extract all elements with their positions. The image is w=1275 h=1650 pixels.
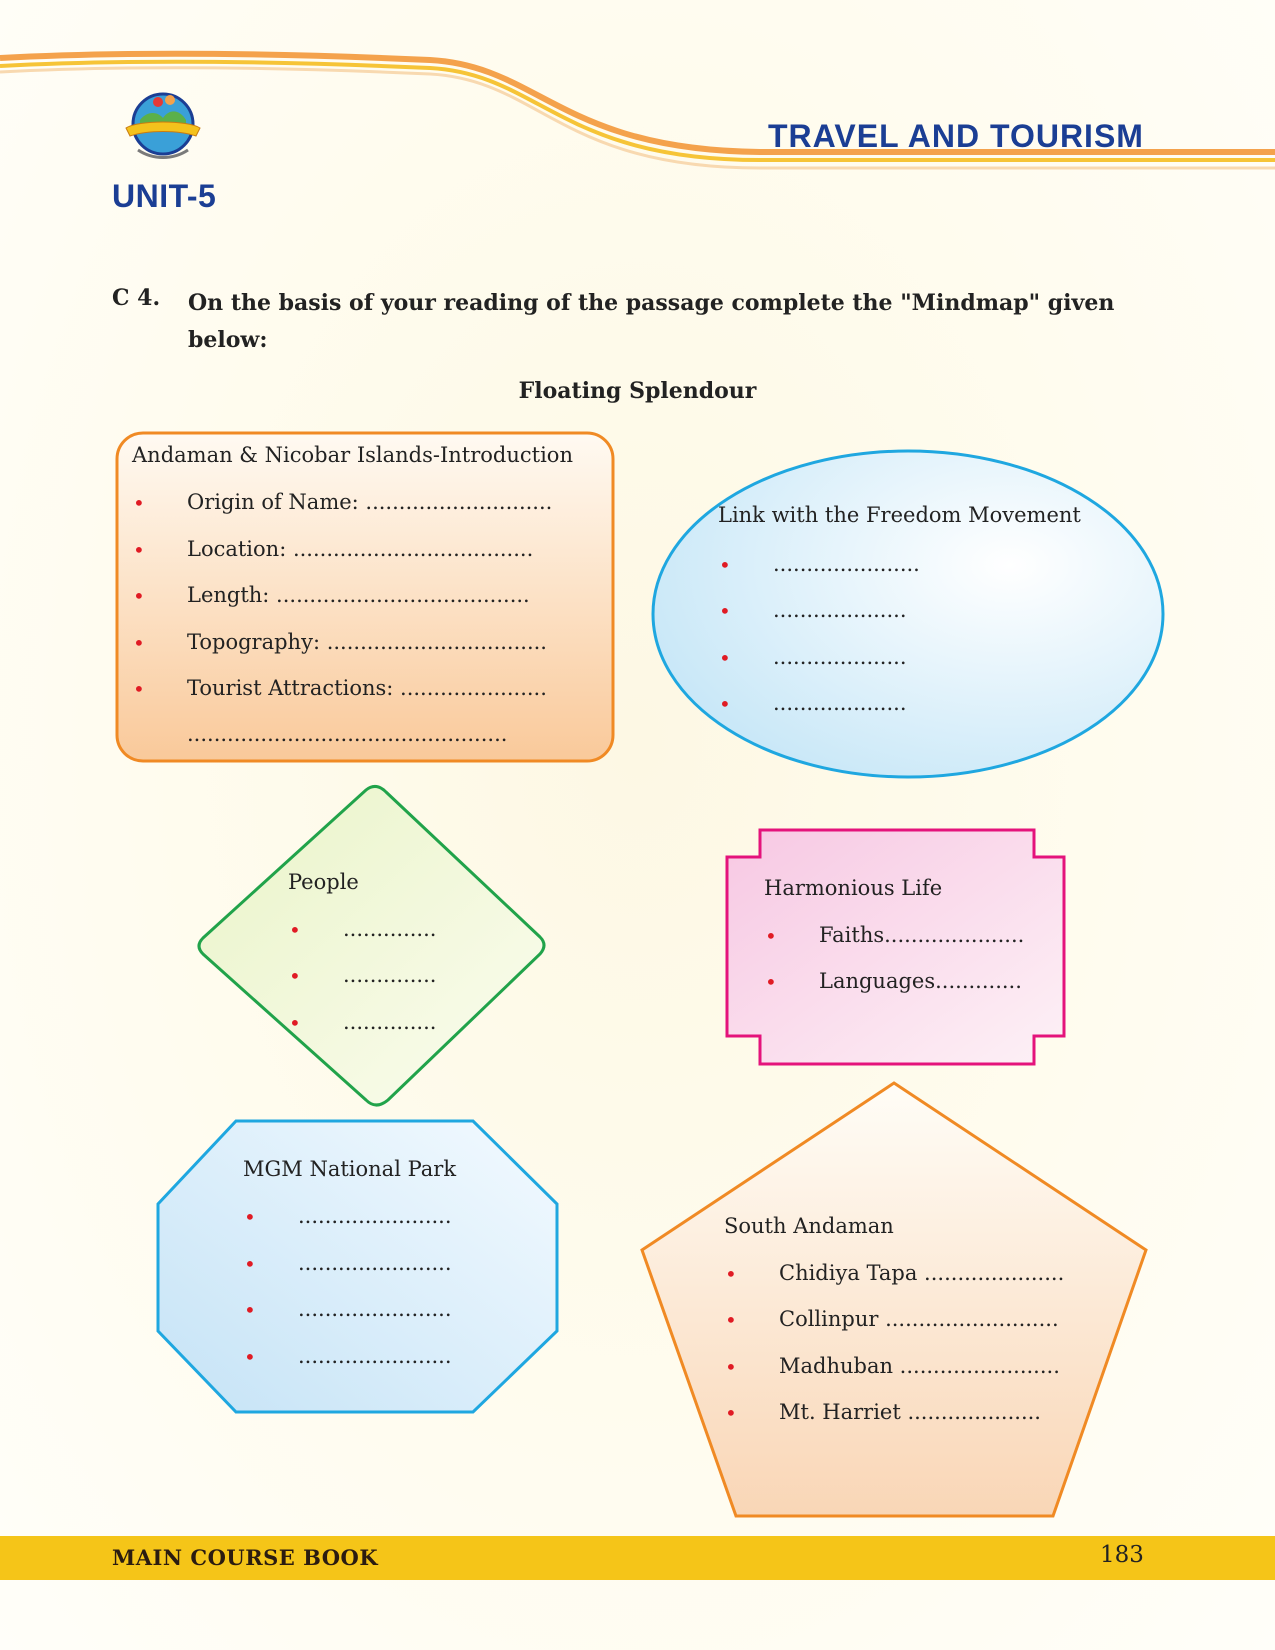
south-andaman-pentagon bbox=[642, 1083, 1146, 1516]
freedom-item: ...................... bbox=[773, 552, 920, 576]
bullet-icon: • bbox=[725, 1308, 737, 1332]
south-andaman-item-madhuban: Madhuban ........................ bbox=[779, 1354, 1060, 1378]
national-park-item: ....................... bbox=[298, 1297, 452, 1321]
south-andaman-heading: South Andaman bbox=[724, 1214, 894, 1238]
mindmap-title: Floating Splendour bbox=[518, 378, 757, 404]
bullet-icon: • bbox=[289, 964, 301, 988]
bullet-icon: • bbox=[289, 1011, 301, 1035]
page-number: 183 bbox=[1100, 1542, 1144, 1568]
bullet-icon: • bbox=[725, 1355, 737, 1379]
bullet-icon: • bbox=[133, 677, 145, 701]
intro-item-origin: Origin of Name: ............................ bbox=[187, 490, 553, 514]
people-item: .............. bbox=[343, 917, 437, 941]
national-park-item: ....................... bbox=[298, 1344, 452, 1368]
bullet-icon: • bbox=[244, 1205, 256, 1229]
introduction-heading: Andaman & Nicobar Islands-Introduction bbox=[132, 443, 573, 467]
unit-label: UNIT-5 bbox=[112, 178, 217, 214]
question-number: C 4. bbox=[112, 285, 161, 311]
national-park-item: ....................... bbox=[298, 1204, 452, 1228]
south-andaman-item-mt-harriet: Mt. Harriet .................... bbox=[779, 1400, 1041, 1424]
intro-item-tourist-attractions: Tourist Attractions: ...................... bbox=[187, 676, 547, 700]
harmonious-item-faiths: Faiths..................... bbox=[819, 923, 1025, 947]
intro-item-location: Location: .................................... bbox=[187, 537, 534, 561]
bullet-icon: • bbox=[244, 1298, 256, 1322]
bullet-icon: • bbox=[719, 599, 731, 623]
bullet-icon: • bbox=[725, 1262, 737, 1286]
question-text: On the basis of your reading of the passage complete the "Mindmap" given below: bbox=[188, 290, 1115, 353]
freedom-item: .................... bbox=[773, 645, 907, 669]
intro-item-topography: Topography: ................................. bbox=[187, 630, 547, 654]
harmonious-life-box bbox=[727, 830, 1064, 1064]
bullet-icon: • bbox=[133, 631, 145, 655]
harmonious-life-heading: Harmonious Life bbox=[764, 876, 943, 900]
national-park-item: ....................... bbox=[298, 1251, 452, 1275]
bullet-icon: • bbox=[133, 491, 145, 515]
bullet-icon: • bbox=[289, 918, 301, 942]
bullet-icon: • bbox=[133, 538, 145, 562]
freedom-item: .................... bbox=[773, 691, 907, 715]
bullet-icon: • bbox=[765, 970, 777, 994]
south-andaman-item-collinpur: Collinpur .......................... bbox=[779, 1307, 1059, 1331]
bullet-icon: • bbox=[244, 1252, 256, 1276]
bullet-icon: • bbox=[133, 584, 145, 608]
bullet-icon: • bbox=[765, 924, 777, 948]
people-heading: People bbox=[288, 870, 359, 894]
people-diamond bbox=[199, 786, 544, 1105]
bullet-icon: • bbox=[719, 646, 731, 670]
people-item: .............. bbox=[343, 963, 437, 987]
people-item: .............. bbox=[343, 1010, 437, 1034]
south-andaman-item-chidiya-tapa: Chidiya Tapa ..................... bbox=[779, 1261, 1065, 1285]
bullet-icon: • bbox=[725, 1401, 737, 1425]
footer-book-title: MAIN COURSE BOOK bbox=[112, 1545, 379, 1570]
national-park-heading: MGM National Park bbox=[243, 1157, 457, 1181]
chapter-title: TRAVEL AND TOURISM bbox=[768, 118, 1144, 154]
bullet-icon: • bbox=[719, 692, 731, 716]
bullet-icon: • bbox=[719, 553, 731, 577]
intro-item-continuation: ................................................ bbox=[187, 722, 508, 746]
bullet-icon: • bbox=[244, 1345, 256, 1369]
freedom-item: .................... bbox=[773, 598, 907, 622]
harmonious-item-languages: Languages............. bbox=[819, 969, 1022, 993]
freedom-movement-heading: Link with the Freedom Movement bbox=[718, 503, 1081, 527]
intro-item-length: Length: ...................................... bbox=[187, 583, 530, 607]
